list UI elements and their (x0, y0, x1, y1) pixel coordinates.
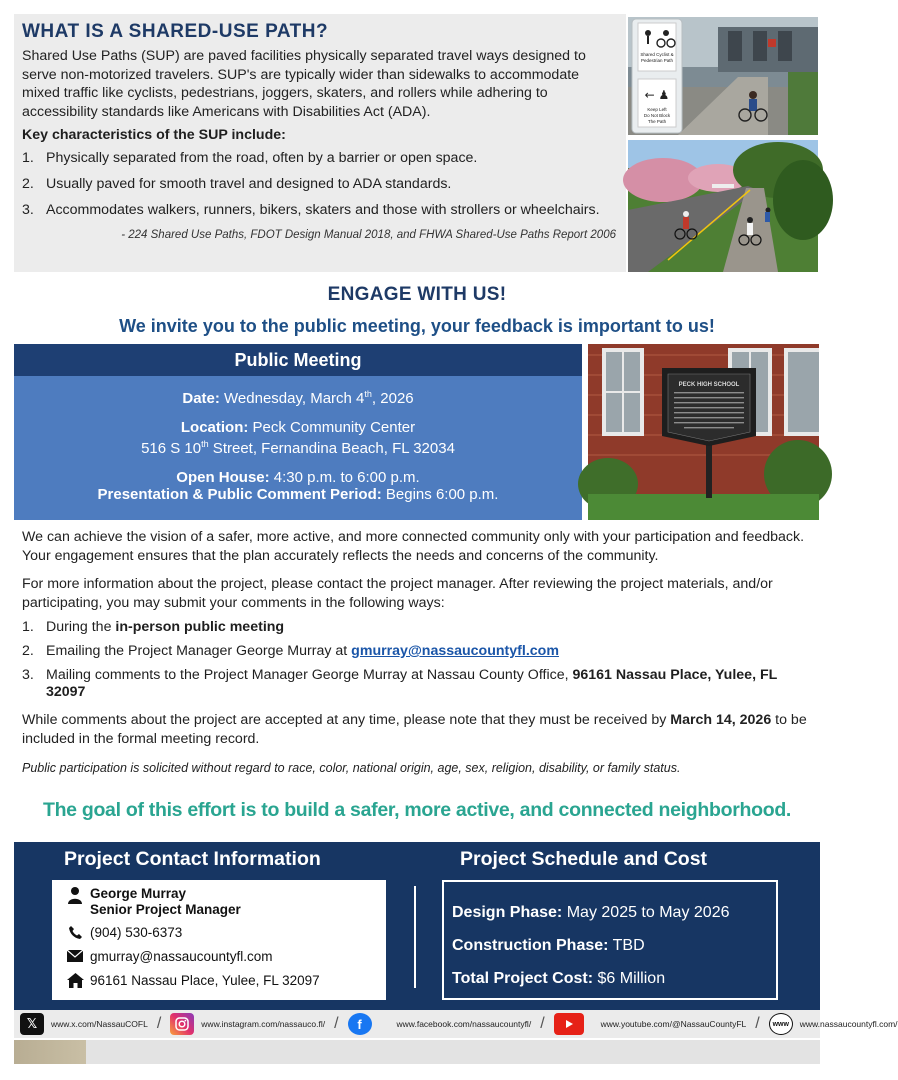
deadline-year: 2026 (739, 712, 772, 728)
contact-card (52, 880, 386, 1000)
separator: / (334, 1015, 339, 1032)
separator: / (156, 1015, 162, 1032)
engage-subtitle: We invite you to the public meeting, your feedback is important to us! (119, 316, 715, 336)
list-text: During the (46, 619, 116, 635)
meeting-location (14, 419, 582, 457)
deadline-text: While comments about the project are accepted at any time, please note that they must be received by (22, 712, 671, 728)
contact-name: George Murray (90, 886, 187, 901)
phone-icon (60, 925, 90, 940)
website-link[interactable]: www.nassaucountyfl.com/ (799, 1019, 898, 1029)
panel-divider (414, 886, 416, 988)
date-suffix: th (364, 389, 372, 399)
youtube-icon (554, 1013, 584, 1035)
list-item (22, 171, 616, 197)
list-text: Accommodates walkers, runners, bikers, skaters and those with strollers or wheelchairs. (46, 202, 600, 218)
list-text: Usually paved for smooth travel and designed to ADA standards. (46, 176, 452, 192)
address-post: Street, Fernandina Beach, FL 32034 (208, 440, 455, 457)
list-text: Mailing comments to the Project Manager George Murray at Nassau County Office, (46, 667, 573, 683)
social-youtube[interactable] (554, 1013, 747, 1035)
facebook-icon: f (348, 1013, 372, 1035)
schedule-box (442, 880, 778, 1000)
sign-photo (628, 17, 818, 135)
construction-phase (452, 929, 776, 962)
total-cost (452, 962, 776, 995)
design-value: May 2025 to May 2026 (566, 904, 730, 921)
x-icon: 𝕏 (20, 1013, 44, 1035)
instagram-icon (170, 1013, 194, 1035)
list-number: 2. (22, 643, 34, 659)
cyclists-photo (628, 140, 818, 272)
contact-address-row (60, 968, 378, 992)
design-label: Design Phase: (452, 904, 563, 921)
youtube-link[interactable]: www.youtube.com/@NassauCountyFL (600, 1019, 747, 1029)
deadline-date: March 14, (670, 712, 736, 728)
home-icon (60, 973, 90, 988)
open-house-value: 4:30 p.m. to 6:00 p.m. (273, 469, 420, 486)
list-number: 1. (22, 150, 34, 166)
list-number: 3. (22, 667, 34, 683)
presentation-label: Presentation & Public Comment Period: (97, 486, 382, 503)
contact-phone-row (60, 920, 378, 944)
sign-line2: Pedestrian Path (640, 58, 674, 63)
facebook-link[interactable]: www.facebook.com/nassaucountyfl/ (396, 1019, 532, 1029)
contact-schedule-panel (14, 842, 820, 1010)
sup-title: WHAT IS A SHARED-USE PATH? (22, 21, 329, 42)
instagram-link[interactable]: www.instagram.com/nassauco.fl/ (201, 1019, 326, 1029)
list-number: 1. (22, 619, 34, 635)
person-icon (60, 886, 90, 904)
x-link[interactable]: www.x.com/NassauCOFL (51, 1019, 148, 1029)
vision-paragraph: We can achieve the vision of a safer, more active, and more connected community only with your participation and feedback. Your engagement ensures that the plan accurately reflects the needs and concerns of the community. (22, 529, 805, 564)
mail-icon (60, 950, 90, 962)
goal-statement: The goal of this effort is to build a safer, more active, and connected neighborhood. (42, 799, 792, 821)
sup-description: Shared Use Paths (SUP) are paved facilities physically separated travel ways designed to serve non-motorized travelers. SUP's are typically wider than sidewalks to accommodate mixed traffic like cyclists, pedestrians, joggers, skaters, and rollers while adhering to accessibility standards like Americans with Disabilities Act (ADA). (22, 48, 586, 120)
location-value: Peck Community Center (252, 419, 416, 436)
footer-bar (14, 1040, 820, 1064)
public-meeting-header: Public Meeting (14, 344, 582, 376)
contact-phone[interactable]: (904) 530-6373 (90, 924, 183, 940)
construction-value: TBD (612, 937, 645, 954)
public-meeting-box (14, 344, 582, 520)
sign-line4: Do Not Block (643, 113, 671, 118)
social-x[interactable] (20, 1013, 148, 1035)
engage-title: ENGAGE WITH US! (327, 284, 507, 305)
list-text: Physically separated from the road, often by a barrier or open space. (46, 150, 478, 166)
plaque-title: PECK HIGH SCHOOL (678, 382, 740, 388)
design-phase (452, 896, 776, 929)
contact-email-row (60, 944, 378, 968)
list-item (22, 619, 814, 636)
list-text: Emailing the Project Manager George Murray at (46, 643, 352, 659)
meeting-date (14, 386, 582, 407)
sup-key-heading: Key characteristics of the SUP include: (22, 127, 286, 143)
info-paragraph: For more information about the project, please contact the project manager. After reviewing the project materials, and/or participating, you may submit your comments in the following ways: (22, 576, 773, 611)
email-link[interactable]: gmurray@nassaucountyfl.com (351, 643, 559, 659)
presentation-value: Begins 6:00 p.m. (385, 486, 499, 503)
disclaimer: Public participation is solicited without regard to race, color, national origin, age, sex, religion, disability, or family status. (22, 761, 681, 775)
sign-line5: The Path (647, 119, 667, 124)
social-facebook[interactable] (348, 1013, 532, 1035)
sign-line1: Shared Cyclist & (640, 52, 674, 57)
cost-label: Total Project Cost: (452, 970, 594, 987)
construction-label: Construction Phase: (452, 937, 609, 954)
meeting-times (14, 469, 582, 503)
social-instagram[interactable] (170, 1013, 325, 1035)
date-value: Wednesday, March 4 (224, 390, 365, 407)
list-number: 2. (22, 176, 34, 192)
contact-name-block (90, 886, 241, 918)
date-year: , 2026 (371, 390, 414, 407)
globe-icon: www (769, 1013, 793, 1035)
list-bold: 96161 Nassau Place, Yulee, FL 32097 (46, 667, 778, 700)
contact-name-row (60, 886, 378, 920)
sup-section (14, 14, 626, 272)
social-website[interactable] (769, 1013, 898, 1035)
sign-line3: Keep Left (647, 107, 667, 112)
contact-address: 96161 Nassau Place, Yulee, FL 32097 (90, 972, 320, 988)
footer-stripe (14, 1040, 86, 1064)
public-meeting-details (14, 376, 582, 520)
list-item (22, 145, 616, 171)
list-number: 3. (22, 202, 34, 218)
contact-email[interactable]: gmurray@nassaucountyfl.com (90, 948, 273, 964)
list-bold: in-person public meeting (115, 619, 285, 635)
deadline-post: to be included in the formal meeting record. (22, 712, 807, 747)
list-item (22, 643, 814, 660)
separator: / (755, 1015, 760, 1032)
cost-value: $6 Million (597, 970, 666, 987)
svg-text:← ♟: ← ♟ (644, 88, 670, 102)
sup-citation: - 224 Shared Use Paths, FDOT Design Manual 2018, and FHWA Shared-Use Paths Report 2006 (121, 229, 616, 241)
sup-characteristics-list (22, 145, 616, 223)
social-bar (14, 1010, 898, 1038)
peck-high-school-photo (588, 344, 819, 520)
location-label: Location: (180, 419, 249, 436)
list-item (22, 197, 616, 223)
separator: / (540, 1015, 545, 1032)
date-label: Date: (182, 390, 220, 407)
contact-title: Senior Project Manager (90, 902, 241, 917)
schedule-heading: Project Schedule and Cost (460, 848, 708, 870)
address-pre: 516 S 10 (141, 440, 202, 457)
open-house-label: Open House: (176, 469, 270, 486)
contact-heading: Project Contact Information (64, 848, 321, 870)
list-item (22, 667, 814, 701)
comment-methods-list (22, 619, 814, 708)
deadline-paragraph (22, 711, 814, 749)
address-suffix: th (201, 439, 209, 449)
